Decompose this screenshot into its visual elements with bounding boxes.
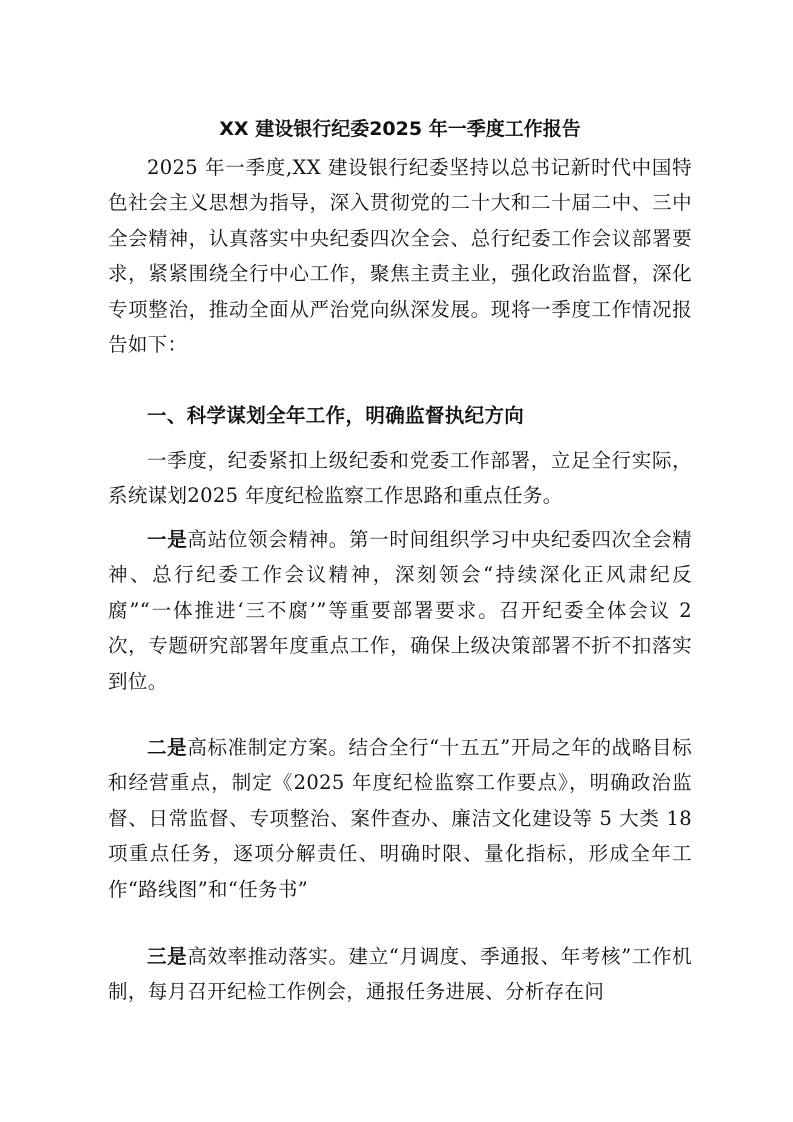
point-paragraph-3 — [108, 939, 692, 1010]
point-lead: 二是 — [147, 736, 188, 759]
point-text: 高标准制定方案。结合全行“十五五”开局之年的战略目标和经营重点，制定《2025 年度纪检监察工作要点》，明确政治监督、日常监督、专项整治、案件查办、廉洁文化建设等 5 大类 18 项重点任务，逐项分解责任、明确时限、量化指标，形成全年工作“路线图”和“任务书” — [108, 736, 692, 901]
section-intro-paragraph: 一季度，纪委紧扣上级纪委和党委工作部署，立足全行实际，系统谋划2025 年度纪检监察工作思路和重点任务。 — [108, 449, 692, 508]
point-paragraph-2 — [108, 730, 692, 907]
intro-paragraph: 2025 年一季度,XX 建设银行纪委坚持以总书记新时代中国特色社会主义思想为指导，深入贯彻党的二十大和二十届二中、三中全会精神，认真落实中央纪委四次全会、总行纪委工作会议部署要求，紧紧围绕全行中心工作，聚焦主责主业，强化政治监督，深化专项整治，推动全面从严治党向纵深发展。现将一季度工作情况报告如下： — [108, 156, 692, 357]
document-title: XX 建设银行纪委2025 年一季度工作报告 — [219, 118, 581, 140]
point-lead: 一是 — [147, 528, 188, 551]
point-paragraph-1 — [108, 522, 692, 699]
point-text: 高效率推动落实。建立“月调度、季通报、年考核”工作机制，每月召开纪检工作例会，通报任务进展、分析存在问 — [108, 945, 692, 1004]
section-heading: 一、科学谋划全年工作，明确监督执纪方向 — [147, 404, 525, 427]
point-lead: 三是 — [147, 945, 188, 968]
point-text: 高站位领会精神。第一时间组织学习中央纪委四次全会精神、总行纪委工作会议精神，深刻领会“持续深化正风肃纪反腐”“一体推进‘三不腐’”等重要部署要求。召开纪委全体会议 2 次，专题研究部署年度重点工作，确保上级决策部署不折不扣落实到位。 — [108, 528, 692, 693]
